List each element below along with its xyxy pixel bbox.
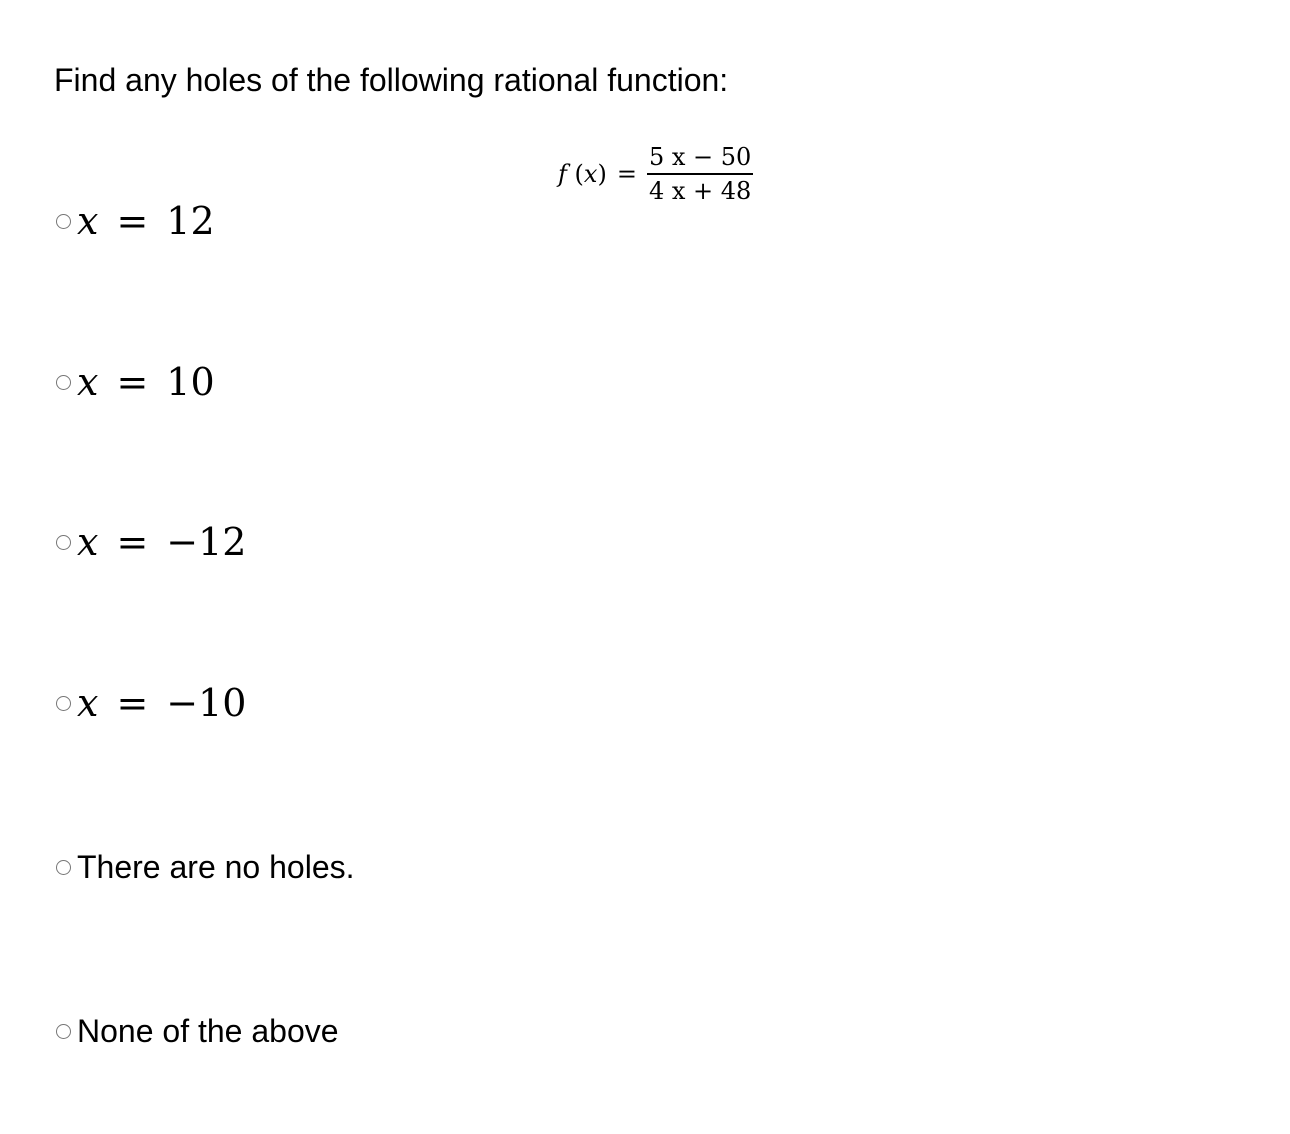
option-math-label: x = −12 [77, 520, 247, 564]
function-variable: x [583, 160, 598, 188]
option-math-label: x = −10 [77, 681, 247, 725]
answer-option-1[interactable] [56, 197, 215, 245]
answer-option-3[interactable] [56, 518, 246, 566]
answer-option-2[interactable] [56, 358, 215, 406]
left-paren: ( [574, 160, 584, 188]
option-math-label: x = 10 [77, 360, 215, 404]
fraction-numerator: 5 x − 50 [648, 143, 752, 172]
option-text-label: There are no holes. [77, 849, 355, 885]
answer-option-4[interactable] [56, 679, 246, 727]
radio-button-icon[interactable] [56, 696, 71, 711]
radio-button-icon[interactable] [56, 375, 71, 390]
fraction [647, 141, 753, 207]
function-lhs [558, 160, 607, 188]
question-text: Find any holes of the following rational function: [54, 62, 729, 98]
radio-button-icon[interactable] [56, 1024, 71, 1039]
option-math-label: x = 12 [77, 199, 215, 243]
answer-option-6[interactable] [56, 1009, 339, 1053]
answer-option-5[interactable] [56, 845, 355, 889]
option-text-label: None of the above [77, 1013, 339, 1049]
radio-button-icon[interactable] [56, 860, 71, 875]
equals-sign: = [616, 160, 637, 188]
radio-button-icon[interactable] [56, 214, 71, 229]
right-paren: ) [597, 160, 607, 188]
rational-function-formula [558, 138, 753, 210]
radio-button-icon[interactable] [56, 535, 71, 550]
fraction-denominator: 4 x + 48 [648, 176, 752, 205]
function-name: f [558, 160, 567, 188]
